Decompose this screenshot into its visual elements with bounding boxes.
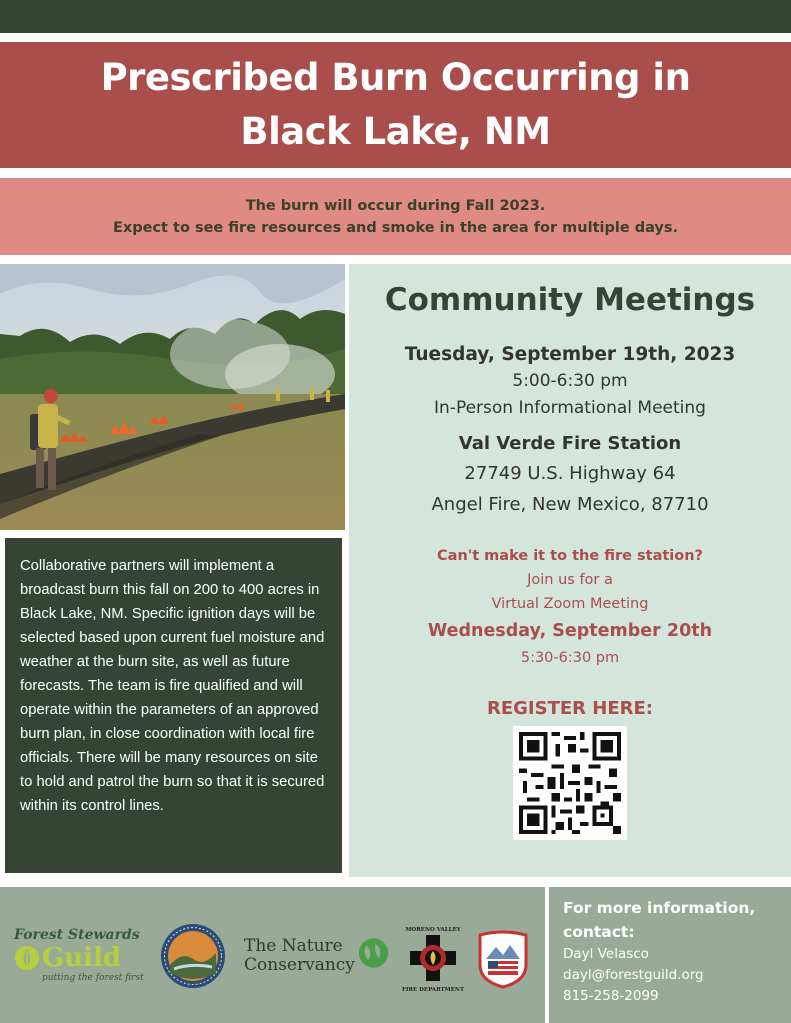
- angel-fire-patch-logo: [476, 929, 530, 989]
- burn-photo: [0, 264, 345, 530]
- venue-address-line-2: Angel Fire, New Mexico, 87710: [431, 494, 709, 515]
- moreno-valley-fire-logo: [400, 927, 466, 993]
- title-banner: [0, 42, 791, 168]
- nature-logo-line-2: Conservancy: [244, 955, 355, 975]
- in-person-time: 5:00-6:30 pm: [512, 371, 628, 391]
- community-meetings-panel: [349, 264, 791, 877]
- seal-logo: [160, 923, 226, 989]
- partner-logos: [0, 887, 545, 1023]
- virtual-prompt: Can't make it to the fire station?: [437, 548, 703, 564]
- contact-info: [563, 896, 785, 1007]
- subtitle-line-2: Expect to see fire resources and smoke in the area for multiple days.: [112, 219, 679, 236]
- moreno-logo-bottom: FIRE DEPARTMENT: [401, 987, 465, 993]
- guild-logo-tagline: putting the forest first: [42, 973, 144, 983]
- moreno-logo-top: MORENO VALLEY: [405, 927, 461, 933]
- contact-name: Dayl Velasco: [563, 946, 649, 962]
- nature-logo-line-1: The Nature: [244, 936, 343, 956]
- top-bar: [0, 0, 791, 33]
- footer-divider: [545, 887, 549, 1023]
- qr-code-icon: [519, 732, 621, 834]
- burn-description-box: [5, 538, 342, 873]
- contact-heading-line-2: contact:: [563, 923, 635, 941]
- page-title-line-1: Prescribed Burn Occurring in: [100, 56, 691, 99]
- globe-leaf-icon: [357, 935, 390, 971]
- meetings-heading: Community Meetings: [384, 282, 756, 318]
- page-title-line-2: Black Lake, NM: [240, 110, 551, 153]
- forest-stewards-guild-logo: [14, 927, 144, 983]
- in-person-date: Tuesday, September 19th, 2023: [404, 344, 736, 365]
- burn-description-text: Collaborative partners will implement a broadcast burn this fall on 200 to 400 acres in Black Lake, NM. Specific ignition days will be selected based upon current fuel moisture and weather at the burn site, as well as future forecasts. The team is fire qualified and will operate within the parameters of an approved burn plan, in close coordination with local fire officials. There will be many resources on site to hold and patrol the burn so that it is secured within its control lines.: [20, 558, 325, 814]
- venue-name: Val Verde Fire Station: [458, 433, 682, 454]
- subtitle-banner: [0, 178, 791, 255]
- virtual-time: 5:30-6:30 pm: [520, 650, 620, 666]
- contact-email[interactable]: dayl@forestguild.org: [563, 967, 704, 983]
- nature-conservancy-logo: [244, 937, 390, 975]
- guild-logo-main: Guild: [42, 943, 122, 973]
- fire-department-badge-icon: [408, 933, 458, 983]
- subtitle-line-1: The burn will occur during Fall 2023.: [245, 197, 546, 214]
- registration-qr-code[interactable]: [513, 726, 627, 840]
- register-heading: REGISTER HERE:: [486, 698, 653, 719]
- virtual-join: Join us for a: [527, 572, 613, 588]
- burn-photo-illustration: [0, 264, 345, 530]
- contact-heading-line-1: For more information,: [563, 899, 756, 917]
- leaf-icon: [14, 945, 40, 971]
- contact-phone[interactable]: 815-258-2099: [563, 988, 659, 1004]
- virtual-date: Wednesday, September 20th: [427, 621, 713, 641]
- venue-address-line-1: 27749 U.S. Highway 64: [464, 463, 676, 484]
- guild-logo-top: Forest Stewards: [14, 927, 140, 943]
- in-person-type: In-Person Informational Meeting: [434, 398, 706, 418]
- virtual-type: Virtual Zoom Meeting: [491, 596, 649, 612]
